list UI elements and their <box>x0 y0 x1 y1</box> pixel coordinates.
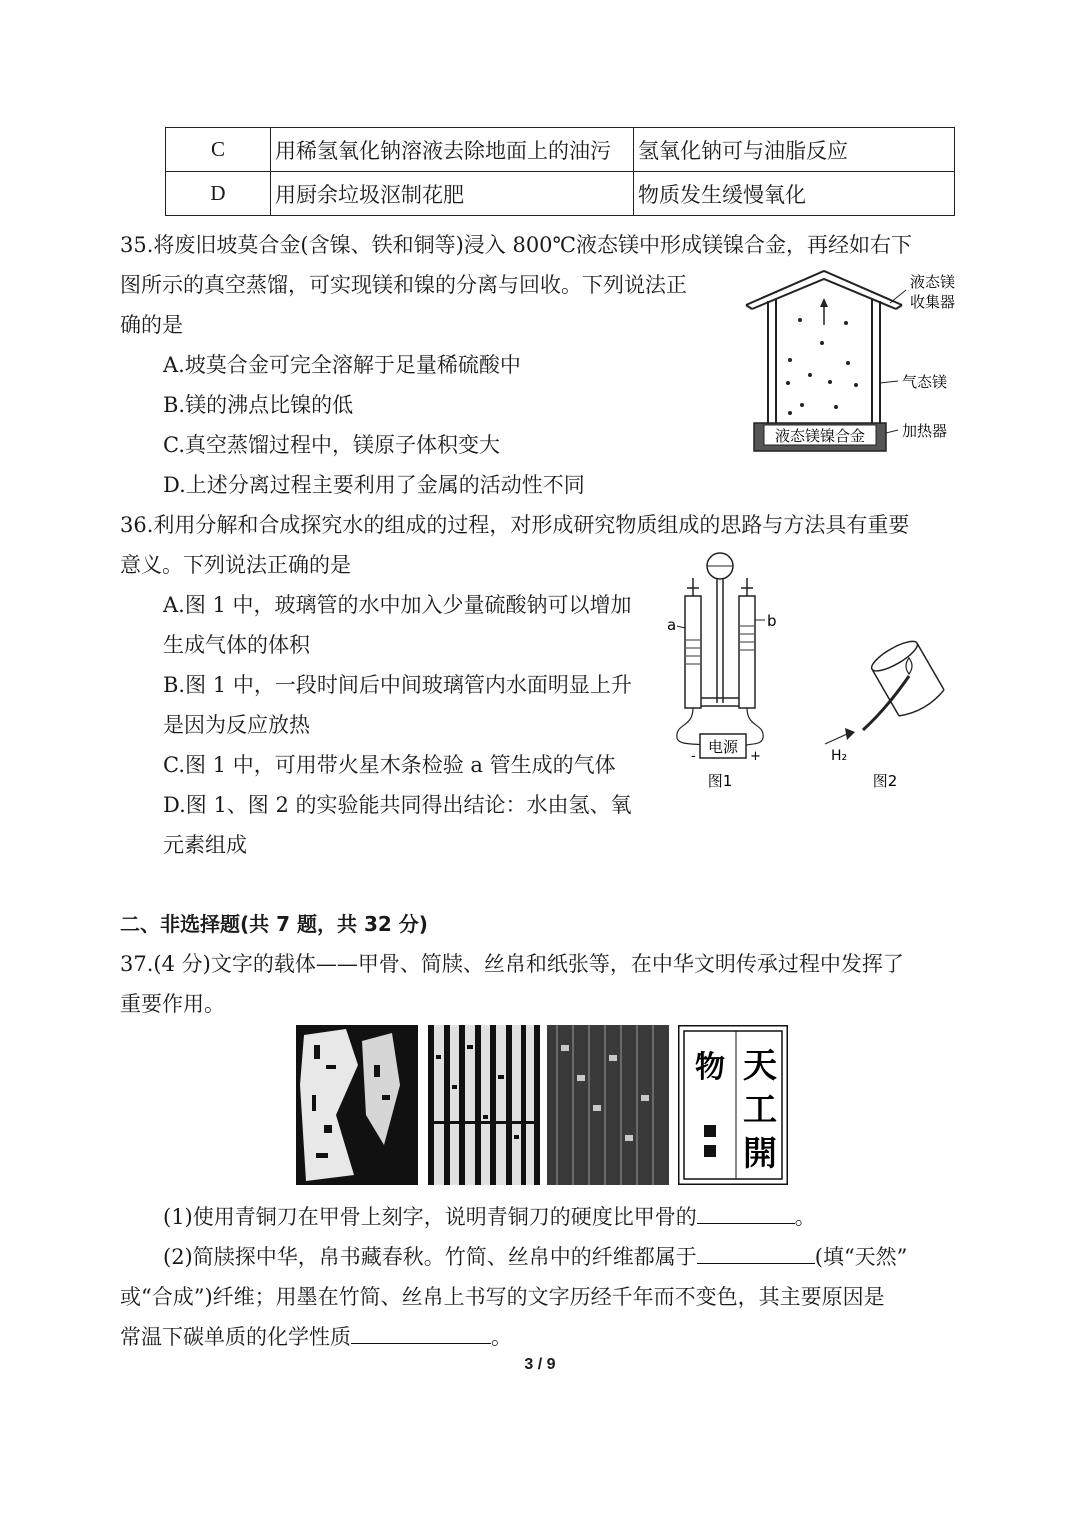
q37-stem-line1: 37.(4 分)文字的载体——甲骨、简牍、丝帛和纸张等，在中华文明传承过程中发挥了 <box>120 952 904 976</box>
q35-stem-line2: 图所示的真空蒸馏，可实现镁和镍的分离与回收。下列说法正 <box>120 273 687 297</box>
option-principle: 氢氧化钠可与油脂反应 <box>634 128 955 172</box>
plus-sign: + <box>750 749 761 764</box>
q37-part2-text: (2)简牍探中华，帛书藏春秋。竹简、丝帛中的纤维都属于 <box>163 1245 697 1269</box>
table-row <box>166 128 955 172</box>
q35-stem-line3: 确的是 <box>120 313 183 337</box>
answer-blank[interactable] <box>351 1317 491 1344</box>
q35-option-a: A.坡莫合金可完全溶解于足量稀硫酸中 <box>163 353 521 377</box>
q37-part1 <box>163 1197 816 1237</box>
fig1-caption: 图1 <box>707 772 733 790</box>
q35-option-b: B.镁的沸点比镍的低 <box>163 393 354 417</box>
q37-part2-line2: 或“合成”)纤维；用墨在竹简、丝帛上书写的文字历经千年而不变色，其主要原因是 <box>120 1285 885 1309</box>
gas-mg-label: 气态镁 <box>902 373 948 391</box>
q36-stem-line1: 36.利用分解和合成探究水的组成的过程，对形成研究物质组成的思路与方法具有重要 <box>120 513 910 537</box>
q36-option-b-cont: 是因为反应放热 <box>163 713 310 737</box>
options-table <box>165 127 955 216</box>
q35-option-c: C.真空蒸馏过程中，镁原子体积变大 <box>163 433 500 457</box>
q36-option-b: B.图 1 中，一段时间后中间玻璃管内水面明显上升 <box>163 673 632 697</box>
q37-stem-line2: 重要作用。 <box>120 992 225 1016</box>
minus-sign: - <box>691 749 696 764</box>
q36-stem-line2: 意义。下列说法正确的是 <box>120 553 351 577</box>
answer-blank[interactable] <box>697 1197 795 1224</box>
q36-option-d-cont: 元素组成 <box>163 833 247 857</box>
table-row <box>166 172 955 216</box>
fig2-caption: 图2 <box>872 772 898 790</box>
collector-label-line2: 收集器 <box>910 293 956 311</box>
q37-part1-text: (1)使用青铜刀在甲骨上刻字，说明青铜刀的硬度比甲骨的 <box>163 1205 697 1229</box>
q37-part2-line1 <box>163 1237 907 1277</box>
book-char: 天 <box>743 1046 777 1086</box>
collector-label-line1: 液态镁 <box>910 273 956 291</box>
book-cover-image <box>678 1025 788 1185</box>
q36-option-c: C.图 1 中，可用带火星木条检验 a 管生成的气体 <box>163 753 616 777</box>
q36-option-d: D.图 1、图 2 的实验能共同得出结论：水由氢、氧 <box>163 793 632 817</box>
q35-stem-line1: 35.将废旧坡莫合金(含镍、铁和铜等)浸入 800℃液态镁中形成镁镍合金，再经如右下 <box>120 233 913 257</box>
option-key: D <box>166 172 271 216</box>
h2-label: H₂ <box>831 748 848 764</box>
section-heading: 二、非选择题(共 7 题，共 32 分) <box>120 912 428 936</box>
book-char: 物 <box>695 1050 725 1085</box>
book-char: 工 <box>743 1090 777 1130</box>
silk-manuscript-image <box>547 1025 669 1185</box>
electrolysis-figure <box>665 548 975 798</box>
tube-a-label: a <box>667 616 677 634</box>
seal-stamp <box>704 1125 716 1137</box>
power-label: 电源 <box>707 738 739 756</box>
answer-blank[interactable] <box>697 1237 815 1264</box>
option-practice: 用厨余垃圾沤制花肥 <box>271 172 634 216</box>
q35-option-d: D.上述分离过程主要利用了金属的活动性不同 <box>163 473 585 497</box>
q37-part2-end: 。 <box>491 1325 512 1349</box>
alloy-label: 液态镁镍合金 <box>774 427 866 445</box>
heater-label: 加热器 <box>902 422 948 440</box>
oracle-bone-image <box>296 1025 418 1185</box>
page-number: 3 / 9 <box>524 1356 556 1373</box>
q37-part2-line3 <box>120 1317 512 1357</box>
book-char: 開 <box>743 1134 777 1174</box>
bamboo-slips-image <box>428 1025 540 1185</box>
q36-option-a-cont: 生成气体的体积 <box>163 633 310 657</box>
option-practice: 用稀氢氧化钠溶液去除地面上的油污 <box>271 128 634 172</box>
tube-b-label: b <box>767 612 777 630</box>
vacuum-distillation-figure <box>740 265 980 460</box>
seal-stamp <box>704 1145 716 1157</box>
q37-part2-hint: (填“天然” <box>814 1245 908 1269</box>
q37-part1-end: 。 <box>794 1205 816 1229</box>
q37-part2-text3: 常温下碳单质的化学性质 <box>120 1325 351 1349</box>
q36-option-a: A.图 1 中，玻璃管的水中加入少量硫酸钠可以增加 <box>163 593 632 617</box>
option-key: C <box>166 128 271 172</box>
option-principle: 物质发生缓慢氧化 <box>634 172 955 216</box>
